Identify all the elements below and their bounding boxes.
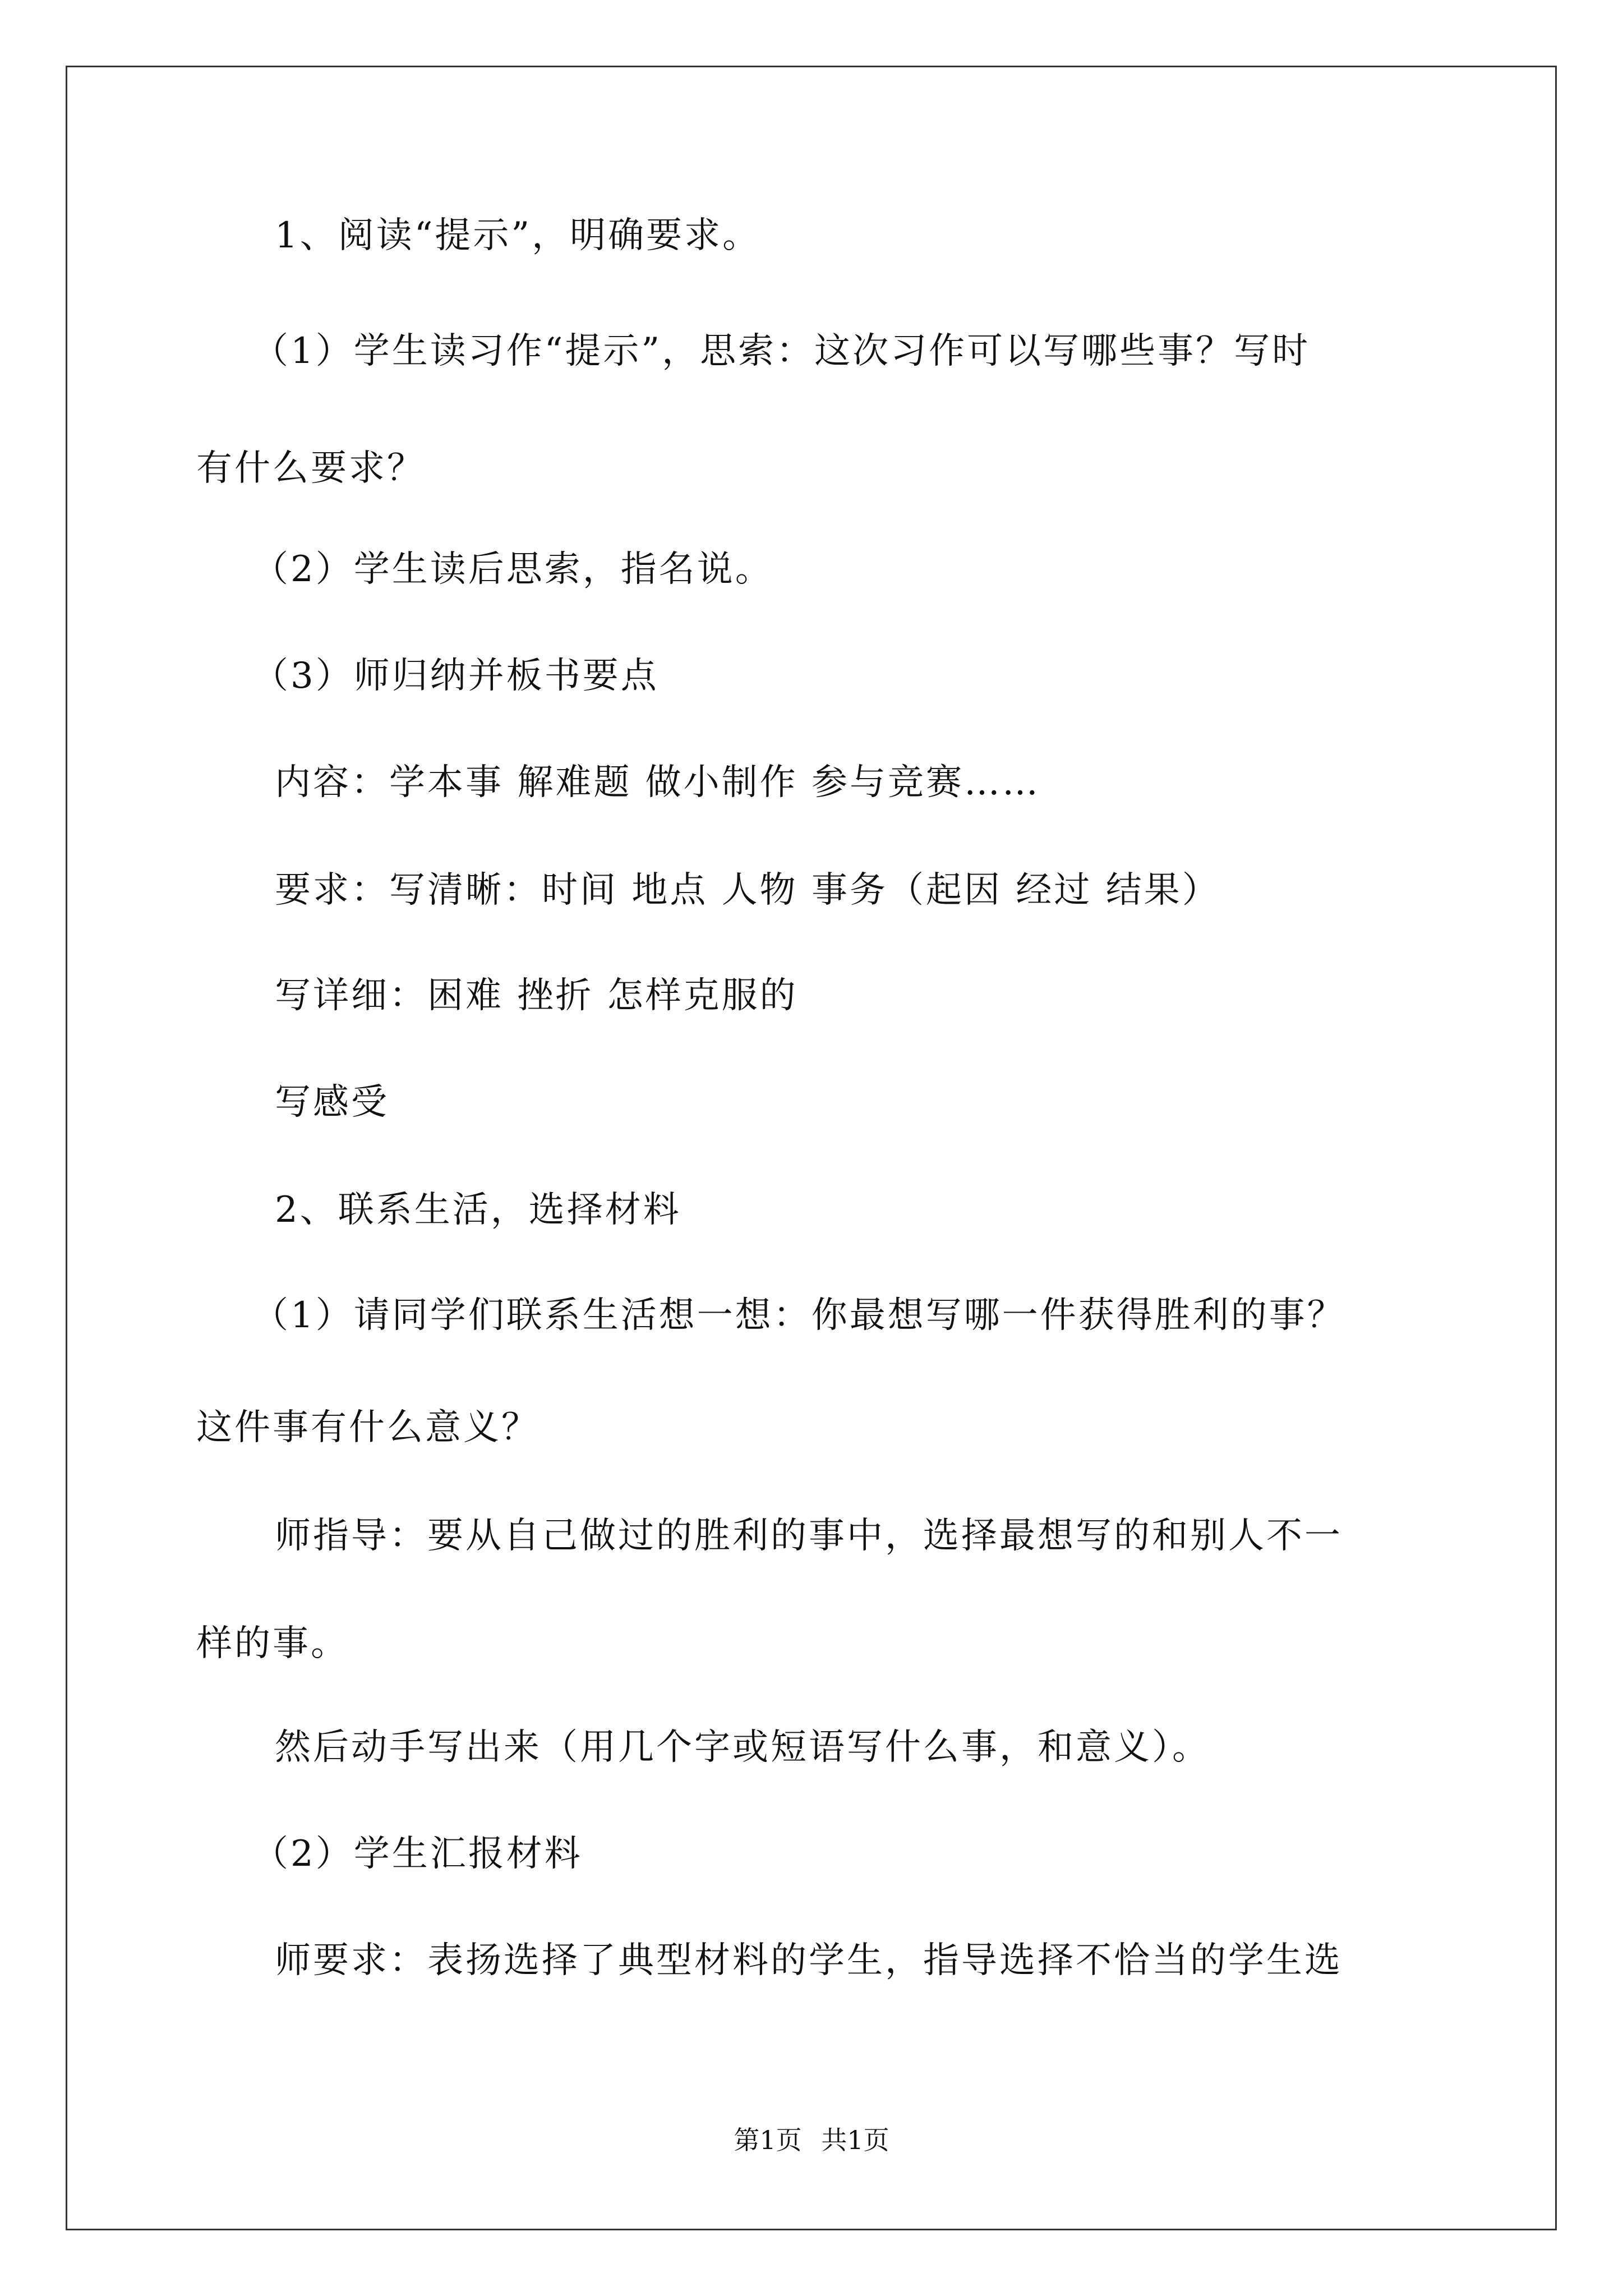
- page-total: 共1页: [821, 2125, 889, 2155]
- text-line: 写感受: [275, 1082, 389, 1123]
- text-line: 师指导：要从自己做过的胜利的事中，选择最想写的和别人不一: [275, 1515, 1343, 1557]
- text-line: 有什么要求？: [196, 448, 425, 489]
- text-line: （3）师归纳并板书要点: [252, 655, 659, 697]
- text-line: 1、阅读“提示”，明确要求。: [275, 215, 761, 256]
- text-line: 要求：写清晰：时间 地点 人物 事务（起因 经过 结果）: [275, 869, 1220, 911]
- text-line: （2）学生读后思索，指名说。: [252, 549, 773, 590]
- text-line: 内容：学本事 解难题 做小制作 参与竞赛……: [275, 762, 1041, 803]
- text-line: 这件事有什么意义？: [196, 1407, 540, 1448]
- page-footer: [0, 2123, 1623, 2157]
- page-number: 第1页: [734, 2125, 802, 2155]
- text-line: （2）学生汇报材料: [252, 1833, 583, 1875]
- text-line: （1）请同学们联系生活想一想：你最想写哪一件获得胜利的事？: [252, 1295, 1345, 1336]
- text-line: 2、联系生活，选择材料: [275, 1189, 681, 1231]
- text-line: 样的事。: [196, 1623, 349, 1664]
- text-line: （1）学生读习作“提示”，思索：这次习作可以写哪些事？写时: [252, 330, 1311, 372]
- text-line: 然后动手写出来（用几个字或短语写什么事，和意义）。: [275, 1727, 1210, 1768]
- text-line: 师要求：表扬选择了典型材料的学生，指导选择不恰当的学生选: [275, 1940, 1343, 1981]
- text-line: 写详细：困难 挫折 怎样克服的: [275, 975, 798, 1016]
- page-border: [66, 66, 1557, 2230]
